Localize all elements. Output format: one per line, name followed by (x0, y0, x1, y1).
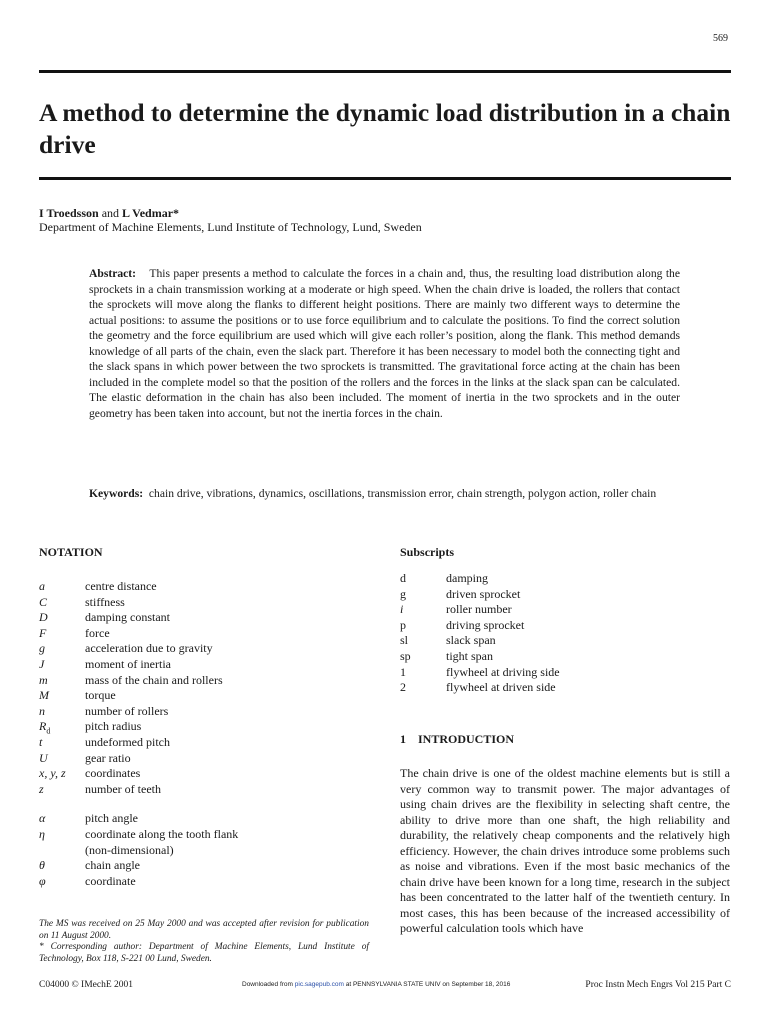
notation-desc: mass of the chain and rollers (85, 672, 223, 687)
notation-item (39, 751, 369, 767)
notation-symbol: θ (39, 858, 45, 873)
notation-item (39, 641, 369, 657)
page-number: 569 (713, 33, 728, 44)
footer-copyright: C04000 © IMechE 2001 (39, 980, 134, 990)
subscript-symbol: d (400, 571, 406, 585)
notation-symbol (39, 719, 85, 735)
download-suffix: at PENNSYLVANIA STATE UNIV on September 18, 2016 (345, 981, 511, 988)
notation-desc: pitch radius (85, 719, 142, 734)
subscript-desc: tight span (446, 648, 493, 663)
keywords-text: chain drive, vibrations, dynamics, oscillations, transmission error, chain strength, polygon action, roller chain (148, 487, 657, 500)
notation-greek-item (39, 858, 369, 874)
subscript-desc: driving sprocket (446, 617, 525, 632)
notation-greek-item (39, 811, 369, 827)
download-prefix: Downloaded from (242, 981, 293, 988)
notation-symbol: n (39, 703, 45, 718)
authors-conjunction: and (101, 206, 120, 220)
notation-symbol-base: R (39, 719, 47, 734)
footer-download-notice (242, 981, 510, 988)
subscript-symbol: 1 (400, 664, 406, 679)
notation-greek-item (39, 843, 369, 859)
notation-desc: torque (85, 688, 116, 703)
notation-desc: acceleration due to gravity (85, 641, 213, 656)
notation-desc: pitch angle (85, 811, 138, 826)
notation-desc: coordinate (85, 873, 136, 888)
subscript-item (400, 633, 720, 649)
notation-symbol: M (39, 688, 49, 703)
notation-symbol: m (39, 672, 48, 687)
notation-desc: moment of inertia (85, 656, 171, 671)
introduction-text: The chain drive is one of the oldest machine elements but is still a very common way to transmit power. The major advantages of using chain drives are the flexibility in selecting shaft centre, the ability to drive more than one shaft, the high reliability and durability, the relatively cheap components and the relatively high efficiency. However, the chain drives introduce some problems such as noise and vibrations. Even if the most basic mechanics of the chain drive have been known for a long time, research in the subject has been concentrated to the latter half of the twentieth century. In most cases, this has been because of the increased accessibility of powerful calculation tools which have (400, 766, 730, 935)
introduction-title: INTRODUCTION (418, 732, 515, 746)
notation-item (39, 579, 369, 595)
keywords-label: Keywords: (89, 487, 144, 500)
notation-item (39, 688, 369, 704)
subscripts-heading: Subscripts (400, 545, 455, 559)
keywords (89, 486, 680, 502)
notation-symbol: z (39, 781, 44, 796)
notation-symbol: C (39, 594, 48, 609)
footer-journal: Proc Instn Mech Engrs Vol 215 Part C (585, 980, 731, 990)
subscript-desc: slack span (446, 633, 496, 648)
abstract-label: Abstract: (89, 267, 137, 280)
notation-desc: centre distance (85, 579, 157, 593)
top-rule (39, 70, 731, 73)
notation-symbol: x, y, z (39, 766, 66, 781)
notation-symbol: α (39, 811, 46, 826)
notation-item (39, 595, 369, 611)
download-link[interactable]: pic.sagepub.com (294, 981, 344, 988)
notation-desc: (non-dimensional) (85, 842, 174, 857)
notation-item (39, 673, 369, 689)
notation-symbol: U (39, 750, 48, 765)
notation-item (39, 719, 369, 735)
author-2: L Vedmar* (122, 206, 180, 220)
subscript-symbol: 2 (400, 680, 406, 695)
subscript-desc: driven sprocket (446, 586, 521, 601)
corresponding-author-note: * Corresponding author: Department of Machine Elements, Lund Institute of Technology, Box 118, S-221 00 Lund, Sweden. (39, 942, 369, 964)
notation-item (39, 704, 369, 720)
subscript-symbol: sp (400, 648, 411, 663)
subscript-symbol: p (400, 617, 406, 632)
notation-greek-item (39, 874, 369, 890)
abstract-text: This paper presents a method to calculate the forces in a chain and, thus, the resulting load distribution along the sprockets in a chain transmission working at a moderate or high speed. When the chain drive is loaded, the rollers that contact the sprockets will move along the flanks to different height positions. There are mainly two different ways to determine the actual positions: to assume the positions or to use force equilibrium and to calculate the positions. To find the correct solution the geometry and the force equilibrium are used which will give each roller’s position, along the flank. This method demands knowledge of all parts of the chain, even the slack part. Therefore it has been necessary to model both the connecting tight and the slack spans in which power between the two sprockets is transmitted. The gravitational force acting at the chain has been included in the complete model so that the position of the rollers and the forces in the links at the slack span can be calculated. The elastic deformation in the chain has also been included. The moment of inertia in the two sprockets and in the outer geometry has been taken into account, but not the inertia forces in the chain. (89, 267, 680, 420)
notation-heading: NOTATION (39, 545, 103, 559)
subscript-item (400, 680, 720, 696)
affiliation: Department of Machine Elements, Lund Institute of Technology, Lund, Sweden (39, 220, 422, 234)
notation-desc: number of teeth (85, 781, 161, 796)
notation-desc: chain angle (85, 858, 140, 873)
notation-item (39, 735, 369, 751)
subscript-item (400, 571, 720, 587)
notation-item (39, 626, 369, 642)
subscript-item (400, 618, 720, 634)
introduction-heading (400, 732, 514, 747)
subscript-item (400, 602, 720, 618)
notation-list (39, 579, 369, 889)
subscript-item (400, 649, 720, 665)
introduction-number: 1 (400, 732, 406, 746)
notation-symbol: φ (39, 873, 46, 888)
footnotes (39, 919, 369, 965)
subscript-desc: roller number (446, 602, 512, 617)
subscript-symbol: g (400, 586, 406, 601)
notation-greek-item (39, 827, 369, 843)
subscript-symbol: sl (400, 633, 409, 648)
notation-desc: coordinate along the tooth flank (85, 826, 239, 841)
notation-item (39, 657, 369, 673)
notation-desc: number of rollers (85, 703, 169, 718)
notation-gap (39, 797, 369, 811)
subscript-desc: flywheel at driven side (446, 680, 556, 695)
notation-symbol: F (39, 625, 47, 640)
received-note: The MS was received on 25 May 2000 and was accepted after revision for publication on 11 August 2000. (39, 919, 369, 941)
notation-symbol: t (39, 734, 43, 749)
notation-desc: stiffness (85, 594, 125, 609)
notation-item (39, 610, 369, 626)
notation-symbol: g (39, 641, 45, 656)
authors-line (39, 206, 179, 221)
subscript-item (400, 665, 720, 681)
notation-symbol: J (39, 656, 45, 671)
subscripts-list (400, 571, 720, 696)
notation-desc: gear ratio (85, 750, 131, 765)
notation-symbol: D (39, 610, 48, 625)
subscript-item (400, 587, 720, 603)
notation-desc: force (85, 625, 110, 640)
subscript-desc: flywheel at driving side (446, 664, 560, 679)
subscript-symbol: i (400, 602, 404, 617)
paper-title: A method to determine the dynamic load distribution in a chain drive (39, 98, 731, 159)
notation-desc: undeformed pitch (85, 734, 170, 749)
notation-symbol: a (39, 579, 45, 593)
notation-desc: damping constant (85, 610, 170, 625)
notation-item (39, 782, 369, 798)
notation-symbol: η (39, 826, 45, 841)
abstract (89, 266, 680, 421)
author-1: I Troedsson (39, 206, 99, 220)
notation-symbol-subscript: d (46, 726, 51, 736)
title-bottom-rule (39, 177, 731, 180)
notation-item (39, 766, 369, 782)
subscript-desc: damping (446, 571, 488, 585)
notation-desc: coordinates (85, 766, 141, 781)
notation-symbol (39, 843, 85, 859)
